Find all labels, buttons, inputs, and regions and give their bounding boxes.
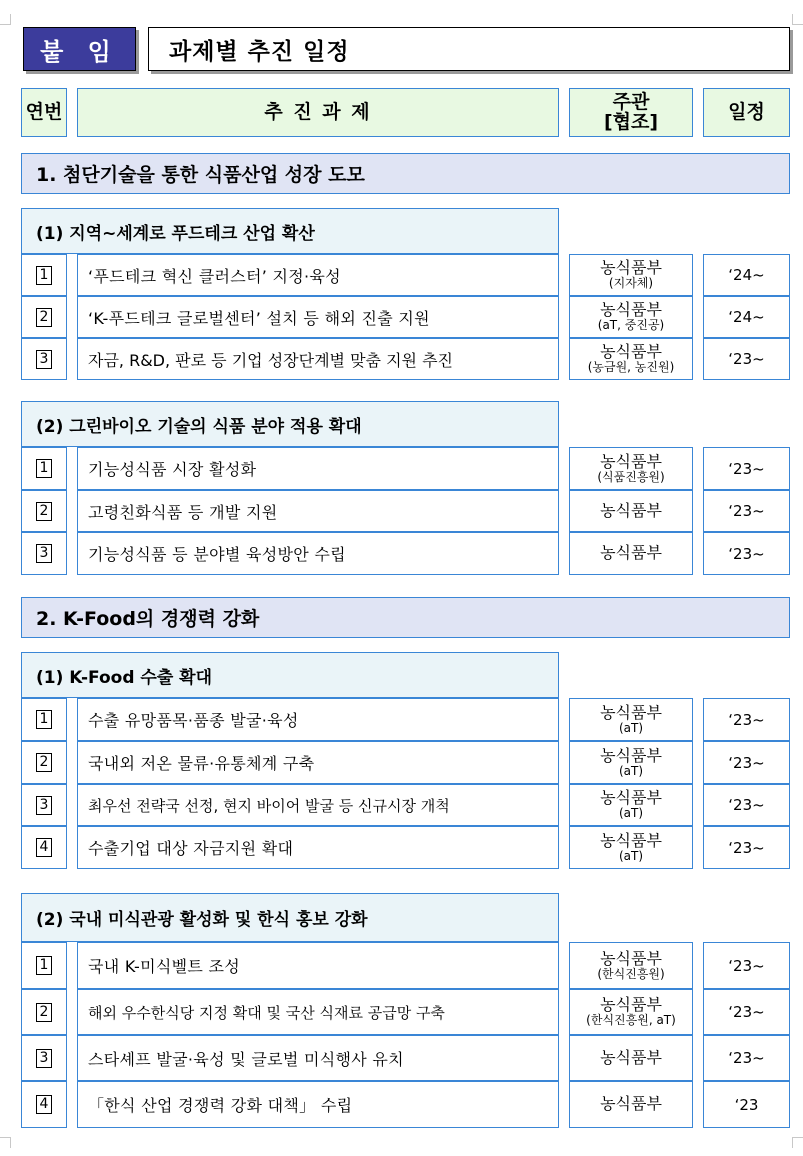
row-number: 2: [21, 989, 67, 1035]
row-org: 농식품부 (농금원, 농진원): [569, 338, 693, 380]
row-org: 농식품부: [569, 1081, 693, 1128]
row-org: 농식품부 (한식진흥원, aT): [569, 989, 693, 1035]
row-task: 수출 유망품목·품종 발굴·육성: [77, 698, 559, 741]
row-number: 1: [21, 698, 67, 741]
row-number: 4: [21, 1081, 67, 1128]
row-number: 3: [21, 1035, 67, 1081]
row-task: 스타셰프 발굴·육성 및 글로벌 미식행사 유치: [77, 1035, 559, 1081]
row-org: 농식품부 (aT): [569, 698, 693, 741]
section-title: 2. K-Food의 경쟁력 강화: [21, 597, 790, 638]
crop-mark-top-left: [0, 14, 11, 25]
row-schedule: ‘23~: [703, 826, 790, 869]
row-number: 2: [21, 490, 67, 532]
row-org: 농식품부 (한식진흥원): [569, 942, 693, 989]
crop-mark-top-right: [792, 14, 803, 25]
row-task: 고령친화식품 등 개발 지원: [77, 490, 559, 532]
subsection-title: (1) K-Food 수출 확대: [21, 652, 559, 698]
row-schedule: ‘23~: [703, 490, 790, 532]
row-schedule: ‘23~: [703, 338, 790, 380]
header-schedule: 일정: [703, 88, 790, 137]
row-task: 기능성식품 시장 활성화: [77, 447, 559, 490]
row-org: 농식품부: [569, 490, 693, 532]
row-task: 국내외 저온 물류·유통체계 구축: [77, 741, 559, 784]
row-org: 농식품부 (aT, 중진공): [569, 296, 693, 338]
row-schedule: ‘24~: [703, 254, 790, 296]
row-number: 4: [21, 826, 67, 869]
row-task: 해외 우수한식당 지정 확대 및 국산 식재료 공급망 구축: [77, 989, 559, 1035]
subsection-title: (1) 지역~세계로 푸드테크 산업 확산: [21, 208, 559, 254]
row-number: 1: [21, 942, 67, 989]
row-task: 최우선 전략국 선정, 현지 바이어 발굴 등 신규시장 개척: [77, 784, 559, 826]
row-schedule: ‘23~: [703, 942, 790, 989]
row-schedule: ‘23~: [703, 1035, 790, 1081]
subsection-title: (2) 국내 미식관광 활성화 및 한식 홍보 강화: [21, 893, 559, 942]
row-schedule: ‘23~: [703, 447, 790, 490]
header-org: [569, 88, 693, 137]
row-number: 2: [21, 296, 67, 338]
row-schedule: ‘23~: [703, 532, 790, 575]
row-number: 1: [21, 447, 67, 490]
row-org: 농식품부 (식품진흥원): [569, 447, 693, 490]
row-task: 국내 K-미식벨트 조성: [77, 942, 559, 989]
row-number: 1: [21, 254, 67, 296]
row-schedule: ‘24~: [703, 296, 790, 338]
row-task: 자금, R&D, 판로 등 기업 성장단계별 맞춤 지원 추진: [77, 338, 559, 380]
row-task: ‘푸드테크 혁신 클러스터’ 지정·육성: [77, 254, 559, 296]
subsection-title: (2) 그린바이오 기술의 식품 분야 적용 확대: [21, 401, 559, 447]
row-org: 농식품부 (지자체): [569, 254, 693, 296]
row-number: 2: [21, 741, 67, 784]
row-number: 3: [21, 532, 67, 575]
crop-mark-bottom-right: [792, 1137, 803, 1148]
row-schedule: ‘23~: [703, 989, 790, 1035]
row-org: 농식품부 (aT): [569, 826, 693, 869]
header-org-line2: [협조]: [603, 110, 659, 133]
row-schedule: ‘23~: [703, 698, 790, 741]
row-org: 농식품부 (aT): [569, 784, 693, 826]
row-number: 3: [21, 338, 67, 380]
section-title: 1. 첨단기술을 통한 식품산업 성장 도모: [21, 153, 790, 194]
row-org: 농식품부: [569, 1035, 693, 1081]
header-task: 추 진 과 제: [77, 88, 559, 137]
page-title: 과제별 추진 일정: [148, 27, 790, 71]
row-org: 농식품부: [569, 532, 693, 575]
row-number: 3: [21, 784, 67, 826]
header-no: 연번: [21, 88, 67, 137]
row-schedule: ‘23~: [703, 741, 790, 784]
row-schedule: ‘23: [703, 1081, 790, 1128]
row-org: 농식품부 (aT): [569, 741, 693, 784]
row-schedule: ‘23~: [703, 784, 790, 826]
header-org-line1: 주관: [612, 90, 650, 113]
row-task: 수출기업 대상 자금지원 확대: [77, 826, 559, 869]
row-task: 「한식 산업 경쟁력 강화 대책」 수립: [77, 1081, 559, 1128]
crop-mark-bottom-left: [0, 1137, 11, 1148]
row-task: ‘K-푸드테크 글로벌센터’ 설치 등 해외 진출 지원: [77, 296, 559, 338]
row-task: 기능성식품 등 분야별 육성방안 수립: [77, 532, 559, 575]
attachment-badge: 붙 임: [23, 27, 136, 71]
